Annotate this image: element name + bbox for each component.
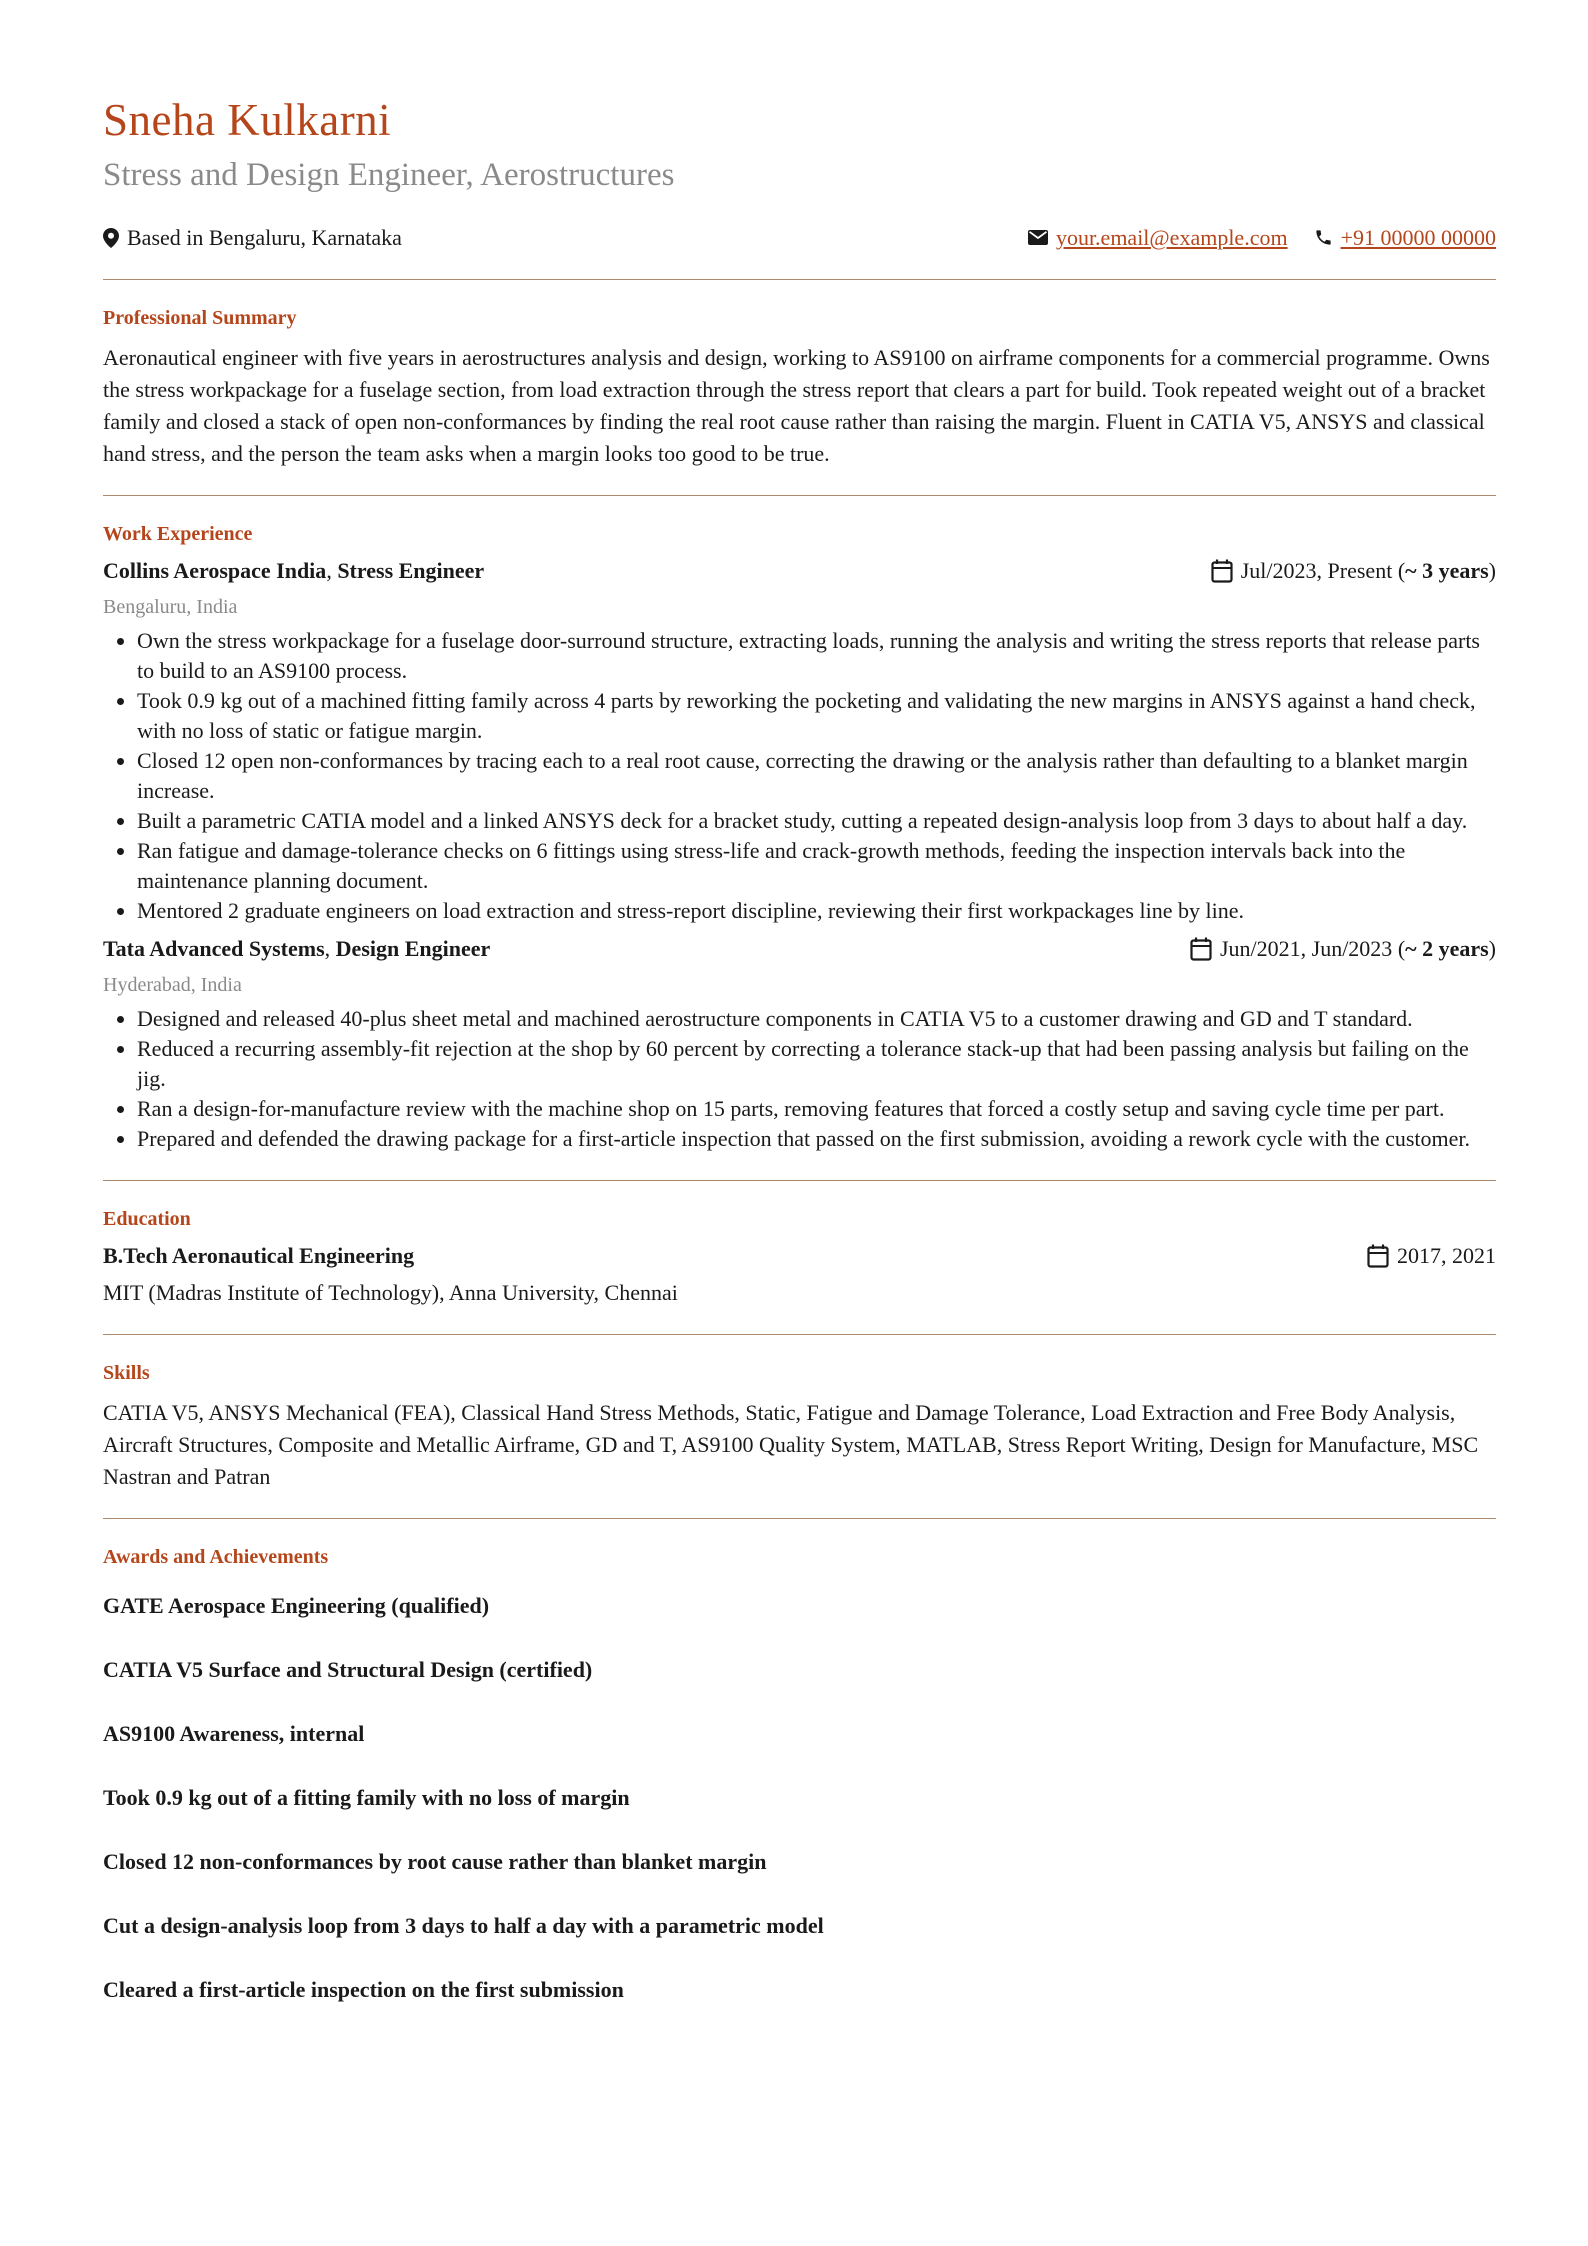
job-role: Design Engineer [335, 935, 491, 961]
award-item: AS9100 Awareness, internal [103, 1720, 365, 1746]
job-bullet: • Own the stress workpackage for a fuselage door-surround structure, extracting loads, running the analysis and writing the stress reports that release parts to build to an AS9100 process. [137, 626, 1496, 686]
job-bullet: • Took 0.9 kg out of a machined fitting family across 4 parts by reworking the pocketing and validating the new margins in ANSYS against a hand check, with no loss of static or fatigue margin. [137, 686, 1496, 746]
job-dates: Jun/2021, Jun/2023 ( ~ 2 years ) [1190, 934, 1496, 964]
job-dates: Jul/2023, Present ( ~ 3 years ) [1211, 556, 1496, 586]
location-text: Based in Bengaluru, Karnataka [127, 224, 402, 250]
award-item: CATIA V5 Surface and Structural Design (certified) [103, 1656, 593, 1682]
job-title: Tata Advanced Systems, Design Engineer [103, 935, 491, 961]
award-item: Closed 12 non-conformances by root cause rather than blanket margin [103, 1848, 767, 1874]
job-title: Collins Aerospace India, Stress Engineer [103, 557, 485, 583]
job-bullet: • Reduced a recurring assembly-fit rejection at the shop by 60 percent by correcting a tolerance stack-up that had been passing analysis but failing on the jig. [137, 1034, 1496, 1094]
job-bullet: • Designed and released 40-plus sheet metal and machined aerostructure components in CATIA V5 to a customer drawing and GD and T standard. [137, 1004, 1496, 1034]
summary-title: Professional Summary [103, 306, 297, 329]
calendar-icon [1367, 1244, 1389, 1268]
education-dates [1367, 1241, 1496, 1271]
awards-list [103, 1591, 1496, 2005]
experience-title: Work Experience [103, 522, 253, 545]
job-bullet: • Ran a design-for-manufacture review with the machine shop on 15 parts, removing features that forced a costly setup and saving cycle time per part. [137, 1094, 1496, 1124]
calendar-icon [1190, 937, 1212, 961]
job-entry [103, 934, 1496, 1154]
phone-link[interactable]: +91 00000 00000 [1340, 224, 1496, 250]
phone-item [1314, 225, 1496, 251]
job-company: Collins Aerospace India [103, 557, 327, 583]
candidate-headline: Stress and Design Engineer, Aerostructures [103, 157, 675, 193]
job-duration: ~ 3 years [1405, 557, 1489, 583]
contact-right [1028, 225, 1496, 251]
envelope-icon [1028, 230, 1048, 245]
phone-icon [1314, 228, 1333, 247]
job-bullet: • Ran fatigue and damage-tolerance checks on 6 fittings using stress-life and crack-growth methods, feeding the inspection intervals back into the maintenance planning document. [137, 836, 1496, 896]
awards-section [103, 1519, 1496, 2005]
education-school: MIT (Madras Institute of Technology), Anna University, Chennai [103, 1279, 678, 1305]
job-location: Bengaluru, India [103, 595, 238, 618]
job-bullet: • Built a parametric CATIA model and a linked ANSYS deck for a bracket study, cutting a repeated design-analysis loop from 3 days to about half a day. [137, 806, 1496, 836]
job-entry [103, 556, 1496, 926]
award-item: Cleared a first-article inspection on the first submission [103, 1976, 624, 2002]
job-bullets [103, 1004, 1496, 1154]
job-location: Hyderabad, India [103, 973, 242, 996]
award-item: GATE Aerospace Engineering (qualified) [103, 1592, 490, 1618]
email-link[interactable]: your.email@example.com [1055, 224, 1288, 250]
job-date-range: Jul/2023, Present [1240, 557, 1393, 583]
job-bullets [103, 626, 1496, 926]
job-duration: ~ 2 years [1405, 935, 1489, 961]
experience-section [103, 496, 1496, 1154]
award-item: Took 0.9 kg out of a fitting family with no loss of margin [103, 1784, 630, 1810]
education-section [103, 1181, 1496, 1309]
summary-section [103, 280, 1496, 470]
candidate-name: Sneha Kulkarni [103, 95, 392, 145]
contact-row [103, 223, 1496, 253]
calendar-icon [1211, 559, 1233, 583]
award-item: Cut a design-analysis loop from 3 days to half a day with a parametric model [103, 1912, 824, 1938]
job-bullet: • Prepared and defended the drawing package for a first-article inspection that passed on the first submission, avoiding a rework cycle with the customer. [137, 1124, 1496, 1154]
job-bullet: • Mentored 2 graduate engineers on load extraction and stress-report discipline, reviewing their first workpackages line by line. [137, 896, 1496, 926]
job-header [103, 556, 1496, 586]
education-degree: B.Tech Aeronautical Engineering [103, 1242, 415, 1268]
map-pin-icon [103, 228, 119, 248]
job-header [103, 934, 1496, 964]
job-company: Tata Advanced Systems [103, 935, 325, 961]
skills-title: Skills [103, 1361, 150, 1384]
education-date-range: 2017, 2021 [1397, 1242, 1496, 1268]
skills-section [103, 1335, 1496, 1493]
education-title: Education [103, 1207, 191, 1230]
location-item [103, 225, 402, 251]
education-header [103, 1241, 1496, 1271]
awards-title: Awards and Achievements [103, 1545, 329, 1568]
summary-text: Aeronautical engineer with five years in aerostructures analysis and design, working to AS9100 on airframe components for a commercial programme. Owns the stress workpackage for a fuselage section, from load extraction through the stress report that clears a part for build. Took repeated weight out of a bracket family and closed a stack of open non-conformances by finding the real root cause rather than raising the margin. Fluent in CATIA V5, ANSYS and classical hand stress, and the person the team asks when a margin looks too good to be true. [103, 344, 1490, 466]
contact-left [103, 225, 402, 251]
job-role: Stress Engineer [337, 557, 485, 583]
email-item [1028, 225, 1288, 251]
job-bullet: • Closed 12 open non-conformances by tracing each to a real root cause, correcting the drawing or the analysis rather than defaulting to a blanket margin increase. [137, 746, 1496, 806]
job-date-range: Jun/2021, Jun/2023 [1219, 935, 1393, 961]
skills-text: CATIA V5, ANSYS Mechanical (FEA), Classical Hand Stress Methods, Static, Fatigue and Damage Tolerance, Load Extraction and Free Body Analysis, Aircraft Structures, Composite and Metallic Airframe, GD and T, AS9100 Quality System, MATLAB, Stress Report Writing, Design for Manufacture, MSC Nastran and Patran [103, 1399, 1479, 1489]
